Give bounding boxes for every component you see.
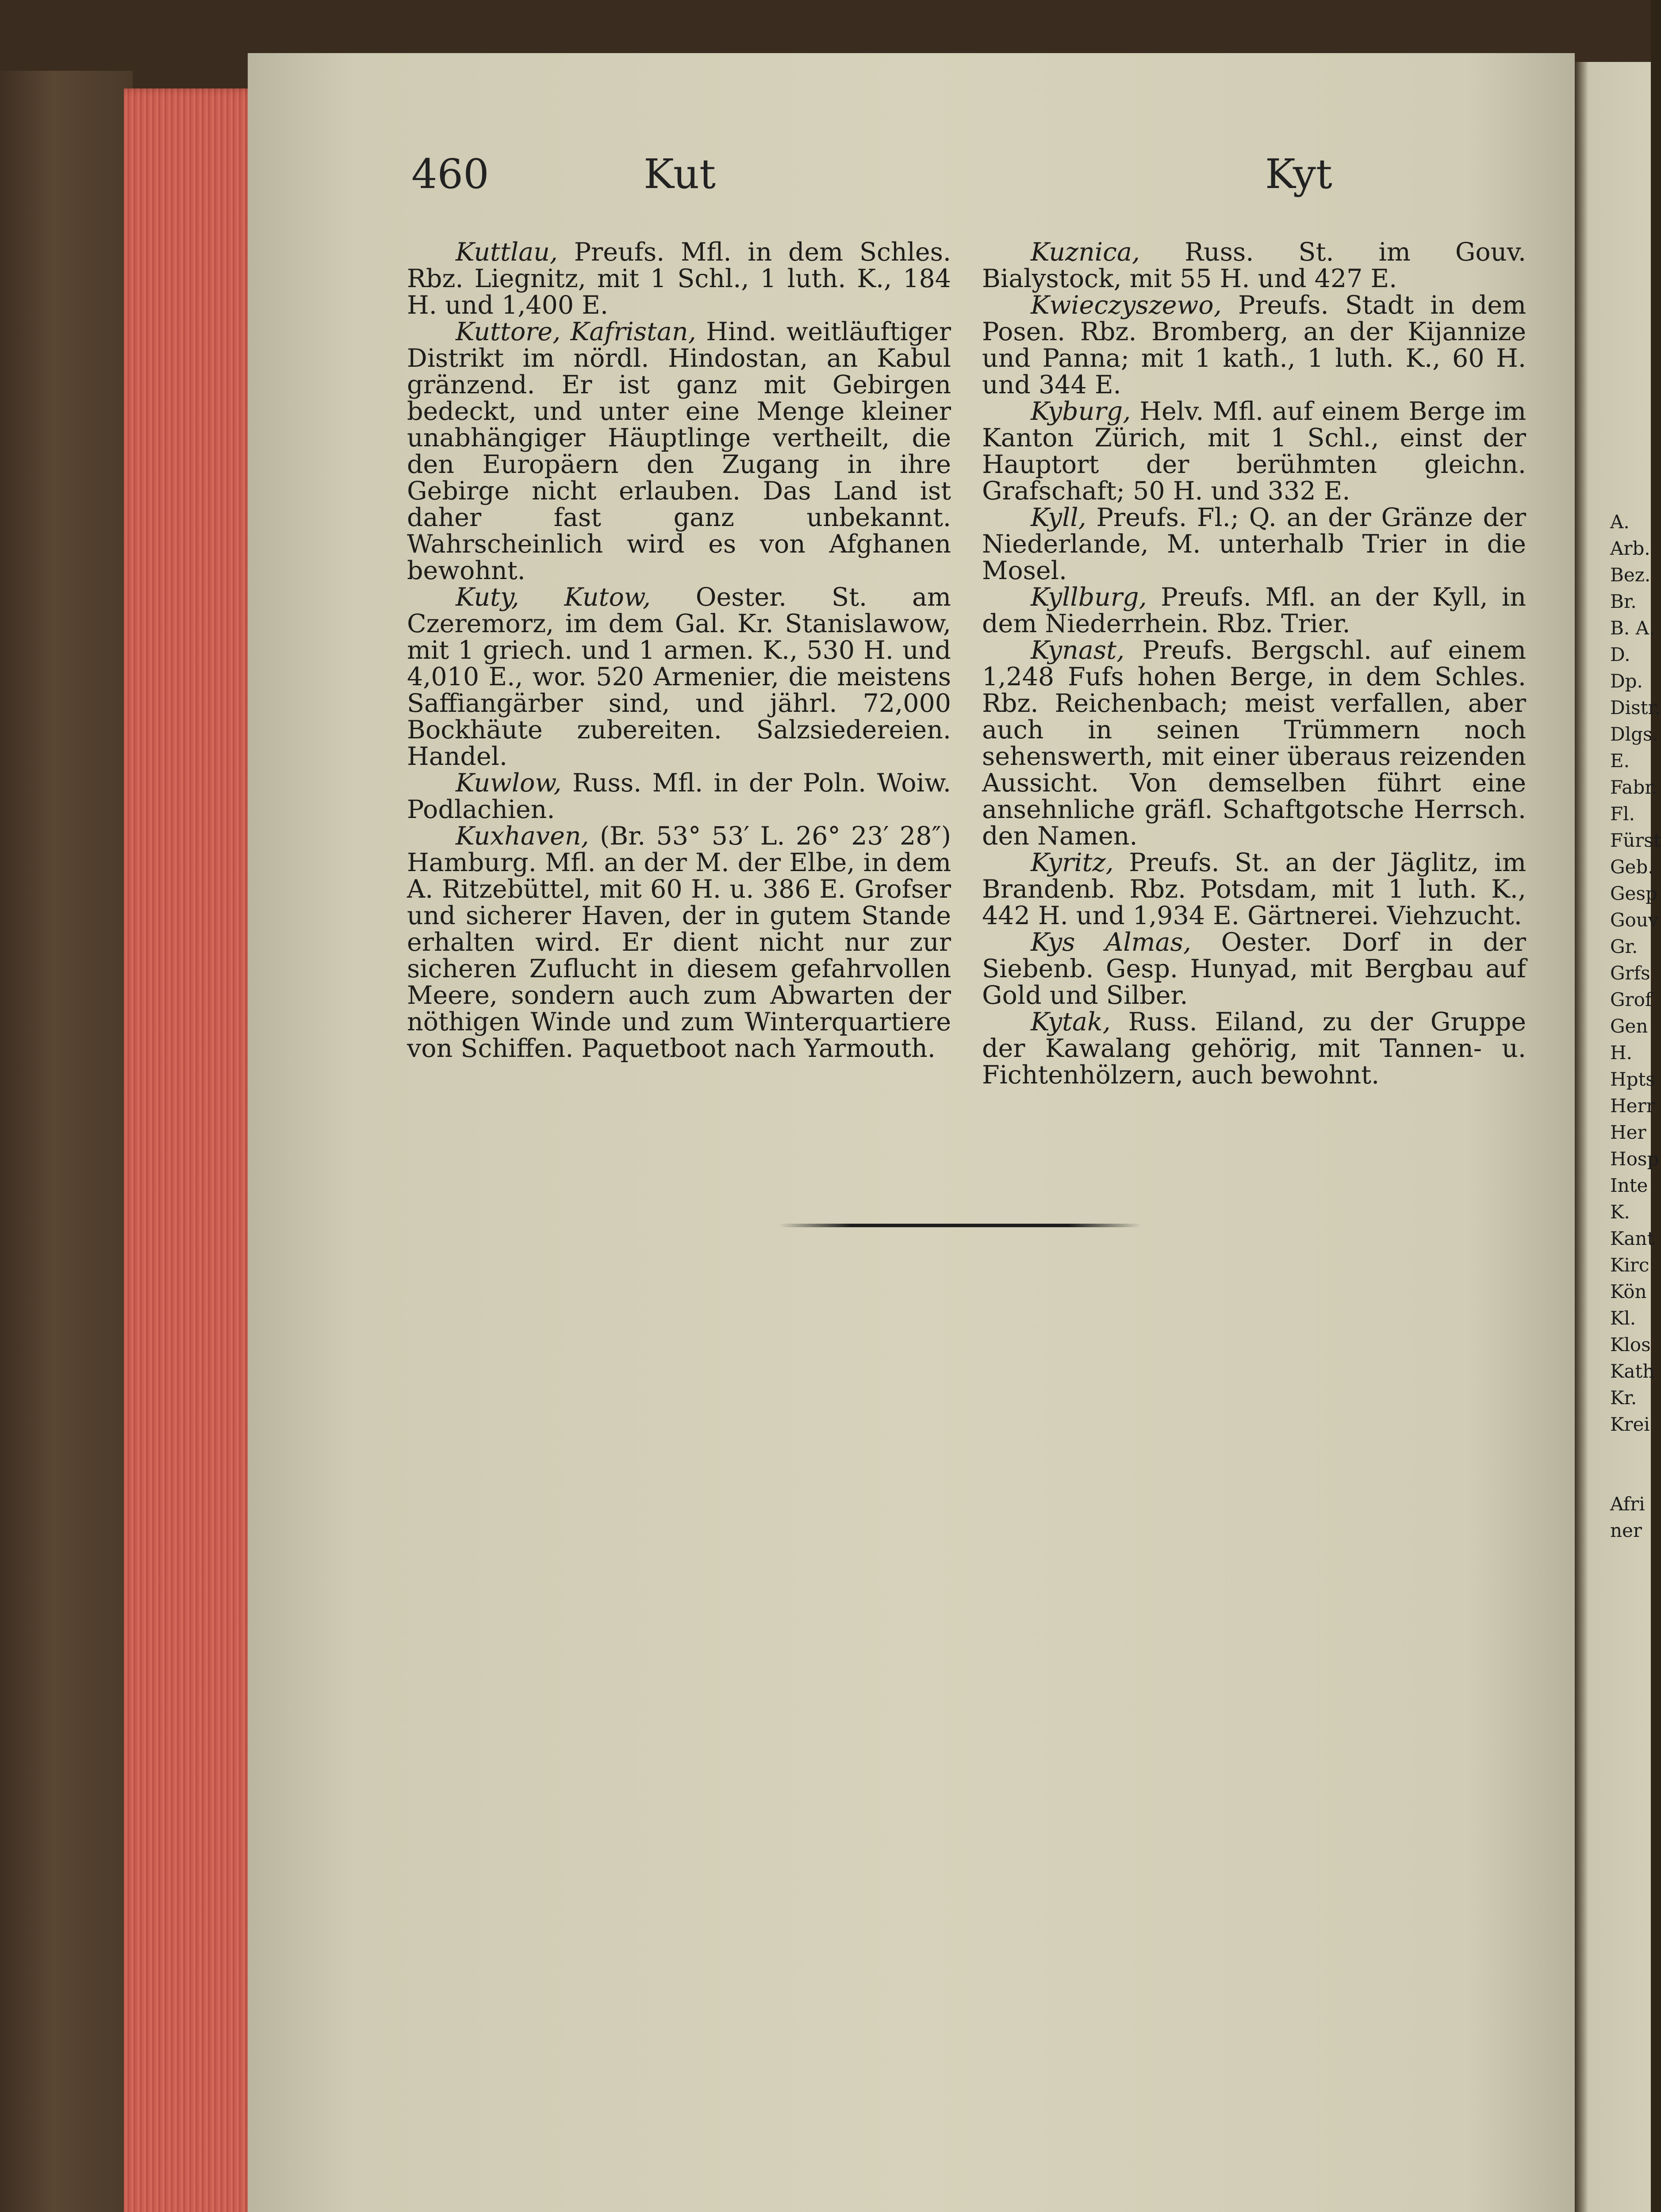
entry-term: Kyburg,	[1031, 397, 1131, 426]
header-left-keyword: Kut	[644, 150, 716, 198]
entry-term: Kuwlow,	[456, 768, 562, 798]
next-page-fragment: Gesp	[1610, 883, 1657, 904]
entry-text: Preufs. Bergschl. auf einem 1,248 Fufs hohen Berge, in dem Schles. Rbz. Reichenbach; meist verfallen, aber auch in seinen Trümmern noch sehenswerth, mit einer überaus reizenden Aussicht. Von demselben führt eine ansehnliche gräfl. Schaftgotsche Herrsch. den Namen.	[982, 636, 1526, 851]
dictionary-entry	[982, 239, 1526, 292]
next-page-fragment: Gr.	[1610, 936, 1638, 957]
next-page-fragment: Fabr.	[1610, 776, 1658, 798]
entry-term: Kynast,	[1031, 636, 1125, 665]
entry-text: Preufs. Fl.; Q. an der Gränze der Niederlande, M. unterhalb Trier in die Mosel.	[982, 503, 1526, 585]
next-page-fragment: Krei	[1610, 1413, 1650, 1435]
entry-text: Russ. Mfl. in der Poln. Woiw. Podlachien.	[407, 768, 951, 824]
entry-term: Kwieczyszewo,	[1031, 291, 1222, 320]
next-page-fragment: Kl.	[1610, 1307, 1636, 1329]
next-page-fragment: Grof	[1610, 989, 1652, 1010]
dictionary-entry	[982, 584, 1526, 637]
end-rule	[779, 1224, 1141, 1227]
entry-text: Oester. Dorf in der Siebenb. Gesp. Hunyad, mit Bergbau auf Gold und Silber.	[982, 928, 1526, 1010]
right-column	[982, 239, 1526, 1088]
next-page-fragment: Fl.	[1610, 803, 1635, 825]
next-page-fragment: Arb.	[1610, 538, 1650, 559]
dictionary-entry	[407, 823, 951, 1062]
entry-text: Helv. Mfl. auf einem Berge im Kanton Zürich, mit 1 Schl., einst der Hauptort der berühmten gleichn. Grafschaft; 50 H. und 332 E.	[982, 397, 1526, 506]
dictionary-entry	[982, 292, 1526, 398]
next-page-fragment: Kr.	[1610, 1387, 1637, 1409]
next-page-fragment: Hosp	[1610, 1148, 1659, 1170]
dictionary-entry	[407, 770, 951, 823]
entry-term: Kyllburg,	[1031, 583, 1147, 612]
next-page-fragment: K.	[1610, 1201, 1630, 1223]
next-page-fragment: A.	[1610, 511, 1630, 533]
left-column	[407, 239, 951, 1062]
next-page-fragment: Kirc	[1610, 1254, 1649, 1276]
entry-text: Oester. St. am Czeremorz, im dem Gal. Kr. Stanislawow, mit 1 griech. und 1 armen. K., 530 H. und 4,010 E., wor. 520 Armenier, die meistens Saffiangärber sind, und jährl. 72,000 Bockhäute zubereiten. Salzsiedereien. Handel.	[407, 583, 951, 771]
dictionary-entry	[982, 398, 1526, 504]
dictionary-entry	[407, 584, 951, 770]
next-page-fragment: ner	[1610, 1520, 1642, 1541]
entry-term: Kuznica,	[1031, 238, 1140, 267]
entry-term: Kys Almas,	[1031, 928, 1191, 957]
next-page-fragment: Fürst	[1610, 830, 1661, 851]
next-page-fragment: Grfs	[1610, 962, 1650, 984]
next-page-fragment: Gouv	[1610, 909, 1659, 931]
next-page-fragment: Gen	[1610, 1015, 1648, 1037]
dictionary-entry	[982, 504, 1526, 584]
next-page-fragment: D.	[1610, 644, 1630, 665]
entry-term: Kuxhaven,	[456, 822, 589, 851]
next-page-fragment: Kath	[1610, 1360, 1655, 1382]
entry-text: Preufs. Mfl. in dem Schles. Rbz. Liegnitz, mit 1 Schl., 1 luth. K., 184 H. und 1,400 E.	[407, 238, 951, 320]
header-right-keyword: Kyt	[1265, 150, 1332, 198]
next-page-fragment: Kön	[1610, 1281, 1647, 1302]
entry-text: Preufs. Stadt in dem Posen. Rbz. Bromberg, an der Kijannize und Panna; mit 1 kath., 1 luth. K., 60 H. und 344 E.	[982, 291, 1526, 399]
next-page-fragment: Her	[1610, 1121, 1646, 1143]
next-page-fragment	[1610, 1438, 1650, 1491]
next-page-fragment: Br.	[1610, 591, 1637, 612]
entry-text: Preufs. St. an der Jäglitz, im Brandenb. Rbz. Potsdam, mit 1 luth. K., 442 H. und 1,934 E. Gärtnerei. Viehzucht.	[982, 848, 1527, 930]
entry-term: Kuttore, Kafristan,	[456, 317, 696, 346]
next-page-fragments	[1610, 509, 1661, 1544]
dictionary-entry	[982, 637, 1526, 849]
entry-term: Kuty, Kutow,	[456, 583, 651, 612]
next-page-fragment: Dlgs.	[1610, 723, 1658, 745]
dictionary-entry	[982, 929, 1526, 1009]
next-page-fragment: Geb.	[1610, 856, 1654, 878]
entry-term: Kuttlau,	[456, 238, 558, 267]
next-page-fragment: Kant	[1610, 1228, 1655, 1249]
dictionary-entry	[982, 1009, 1526, 1088]
next-page-fragment: Bez.	[1610, 564, 1651, 586]
next-page-fragment: Afri	[1610, 1493, 1645, 1515]
next-page-fragment: Distr.	[1610, 697, 1661, 718]
page-number: 460	[411, 150, 489, 198]
entry-text: Russ. St. im Gouv. Bialystock, mit 55 H. und 427 E.	[982, 238, 1526, 293]
dictionary-entry	[407, 319, 951, 584]
next-page-fragment: Hpts	[1610, 1068, 1655, 1090]
entry-text: Hind. weitläuftiger Distrikt im nördl. Hindostan, an Kabul gränzend. Er ist ganz mit Gebirgen bedeckt, und unter eine Menge kleiner unabhängiger Häuptlinge vertheilt, die den Europäern den Zugang in ihre Gebirge nicht erlauben. Das Land ist daher fast ganz unbekannt. Wahrscheinlich wird es von Afghanen bewohnt.	[407, 317, 951, 585]
book-cover-edge	[0, 71, 133, 2212]
entry-text: (Br. 53° 53′ L. 26° 23′ 28″) Hamburg. Mfl. an der M. der Elbe, in dem A. Ritzebüttel, mit 60 H. u. 386 E. Grofser und sicherer Haven, der in gutem Stande erhalten wird. Er dient nicht nur zur sicheren Zuflucht in diesem gefahrvollen Meere, sondern auch zum Abwarten der nöthigen Winde und zum Winterquartiere von Schiffen. Paquetboot nach Yarmouth.	[407, 822, 951, 1063]
entry-text: Russ. Eiland, zu der Gruppe der Kawalang gehörig, mit Tannen- u. Fichtenhölzern, auch bewohnt.	[982, 1007, 1526, 1090]
page-edges	[124, 88, 257, 2212]
next-page-fragment: Inte	[1610, 1175, 1648, 1196]
next-page-fragment: Dp.	[1610, 670, 1643, 692]
next-page-fragment: H.	[1610, 1042, 1632, 1064]
entry-term: Kyll,	[1031, 503, 1086, 532]
dictionary-entry	[407, 239, 951, 319]
next-page-fragment: Herr	[1610, 1095, 1655, 1117]
next-page-fragment: B. A.	[1610, 617, 1655, 639]
entry-term: Kytak,	[1031, 1007, 1111, 1037]
next-page-fragment: E.	[1610, 750, 1630, 772]
next-page-fragment: Klos	[1610, 1334, 1651, 1356]
entry-text: Preufs. Mfl. an der Kyll, in dem Niederrhein. Rbz. Trier.	[982, 583, 1526, 638]
entry-term: Kyritz,	[1031, 848, 1114, 877]
dictionary-entry	[982, 849, 1526, 929]
